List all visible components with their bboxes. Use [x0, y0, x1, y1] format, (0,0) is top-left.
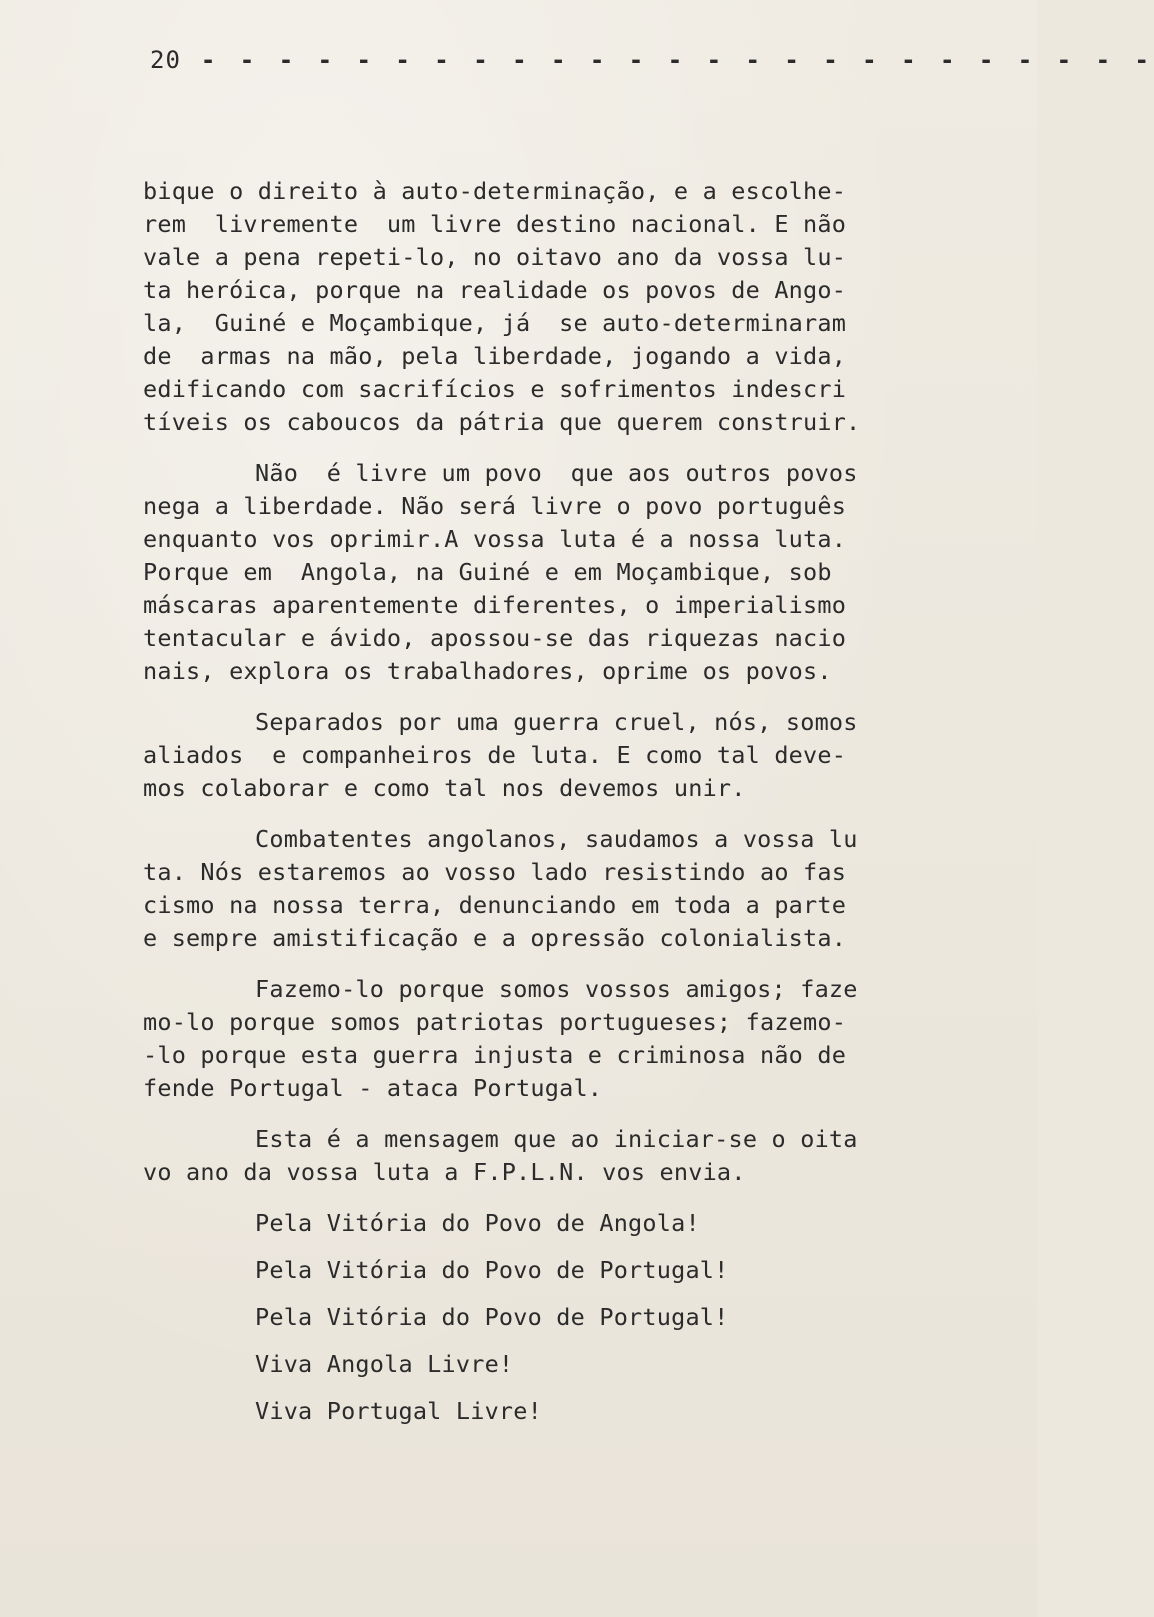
text-line: e sempre amistificação e a opressão colonialista. [143, 924, 847, 952]
text-line: fende Portugal - ataca Portugal. [143, 1074, 603, 1102]
text-line: bique o direito à auto-determinação, e a escolhe- [143, 177, 847, 205]
slogan-line: Pela Vitória do Povo de Portugal! [255, 1303, 729, 1331]
text-line: Combatentes angolanos, saudamos a vossa lu [255, 825, 858, 853]
text-line: Não é livre um povo que aos outros povos [255, 459, 858, 487]
text-line: rem livremente um livre destino nacional. E não [143, 210, 847, 238]
text-line: Separados por uma guerra cruel, nós, somos [255, 708, 858, 736]
slogan-line: Viva Portugal Livre! [255, 1397, 542, 1425]
text-line: enquanto vos oprimir.A vossa luta é a nossa luta. [143, 525, 847, 553]
text-line: ta. Nós estaremos ao vosso lado resistindo ao fas [143, 858, 847, 886]
text-line: edificando com sacrifícios e sofrimentos indescri [143, 375, 847, 403]
text-line: ta heróica, porque na realidade os povos de Ango- [143, 276, 847, 304]
text-line: tíveis os caboucos da pátria que querem construir. [143, 408, 861, 436]
text-line: máscaras aparentemente diferentes, o imperialismo [143, 591, 847, 619]
text-line: Esta é a mensagem que ao iniciar-se o oita [255, 1125, 858, 1153]
closing-slogans [143, 1207, 933, 1428]
text-line: Fazemo-lo porque somos vossos amigos; faze [255, 975, 858, 1003]
text-line: nais, explora os trabalhadores, oprime os povos. [143, 657, 832, 685]
text-line: la, Guiné e Moçambique, já se auto-determinaram [143, 309, 847, 337]
paragraph-2 [143, 457, 933, 688]
slogan-line: Viva Angola Livre! [255, 1350, 514, 1378]
paragraph-1 [143, 175, 933, 439]
text-line: aliados e companheiros de luta. E como tal deve- [143, 741, 847, 769]
paragraph-4 [143, 823, 933, 955]
text-line: vo ano da vossa luta a F.P.L.N. vos envia. [143, 1158, 746, 1186]
text-line: -lo porque esta guerra injusta e criminosa não de [143, 1041, 847, 1069]
text-line: Porque em Angola, na Guiné e em Moçambique, sob [143, 558, 832, 586]
text-line: mos colaborar e como tal nos devemos unir. [143, 774, 746, 802]
header-rule: - - - - - - - - - - - - - - - - - - - - - - - - - [200, 46, 1154, 74]
slogan-line: Pela Vitória do Povo de Angola! [255, 1209, 700, 1237]
text-line: mo-lo porque somos patriotas portugueses; fazemo- [143, 1008, 847, 1036]
paragraph-5 [143, 973, 933, 1105]
paragraph-6 [143, 1123, 933, 1189]
text-line: cismo na nossa terra, denunciando em toda a parte [143, 891, 847, 919]
page-header [150, 40, 1154, 80]
body-text [143, 175, 933, 1442]
text-line: de armas na mão, pela liberdade, jogando a vida, [143, 342, 847, 370]
slogan-line: Pela Vitória do Povo de Portugal! [255, 1256, 729, 1284]
paragraph-3 [143, 706, 933, 805]
text-line: nega a liberdade. Não será livre o povo português [143, 492, 847, 520]
text-line: tentacular e ávido, apossou-se das riquezas nacio [143, 624, 847, 652]
page-number: 20 [150, 46, 181, 74]
text-line: vale a pena repeti-lo, no oitavo ano da vossa lu- [143, 243, 847, 271]
